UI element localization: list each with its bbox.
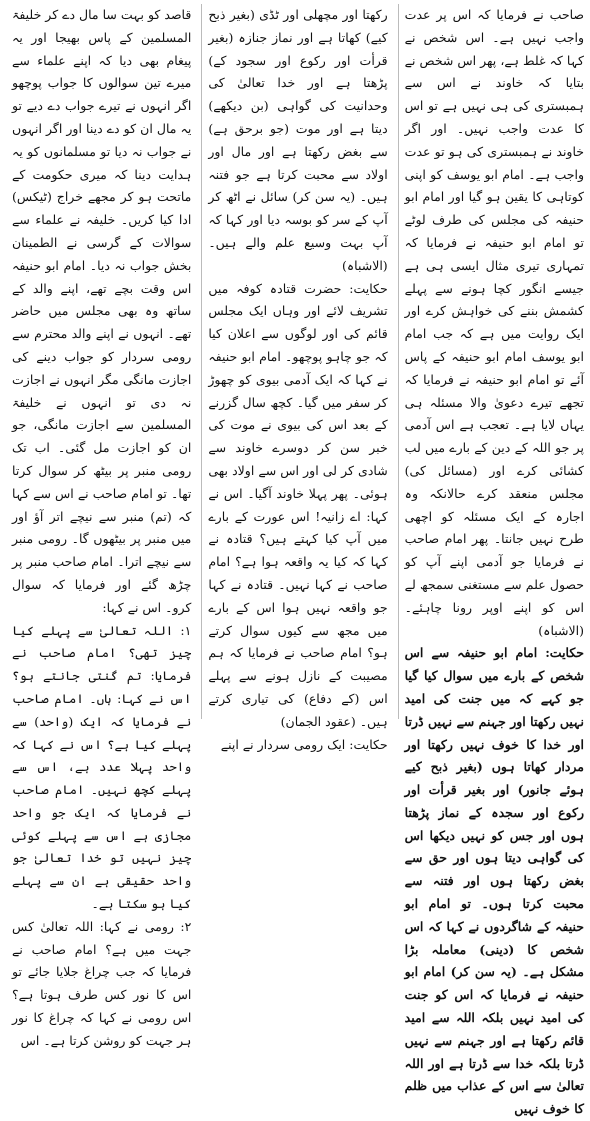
paragraph: صاحب نے فرمایا کہ اس پر عدت واجب نہیں ہے۔ اس شخص نے کہا کہ غلط ہے، پھر اس شخص نے بتایا کہ خاوند نے اس سے ہمبستری کی ہی نہیں ہے تو اس کا عدت واجب نہیں۔ اور اگر خاوند نے ہمبستری کی ہو تو عدت واجب ہے۔ امام ابو یوسف کو اپنی کوتاہی کا یقین ہو گیا اور امام ابو حنیفہ کی مجلس کی طرف لوٹے تو امام ابو حنیفہ نے فرمایا کہ تمہاری تیری مثال ایسی ہی ہے جیسے انگور کچا ہونے سے پہلے کشمش بننے کی خواہش کرے اور ایک روایت میں ہے کہ جب امام ابو یوسف امام ابو حنیفہ کے پاس آئے تو امام ابو حنیفہ نے فرمایا کہ تجھے تیرے دعویٰ والا مسئلہ ہی یہاں لایا ہے۔ تعجب ہے اس آدمی پر جو اللہ کے دین کے بارے میں لب کشائی کرے اور (مسائل کی) مجلس منعقد کرے حالانکہ وہ اجارہ کے ایک مسئلہ کو اچھی طرح نہیں جانتا۔ پھر امام صاحب نے فرمایا جو آدمی اپنے آپ کو حصول علم سے مستغنی سمجھ لے اس کو اپنے اوپر رونا چاہئے۔ (الاشباہ): [404, 7, 584, 638]
paragraph: حکایت: ایک رومی سردار نے اپنے: [220, 736, 388, 752]
paragraph: حکایت: حضرت قتادہ کوفہ میں تشریف لائے اور وہاں ایک مجلس قائم کی اور لوگوں سے اعلان کیا کہ جو چاہو پوچھو۔ امام ابو حنیفہ نے کہا کہ ایک آدمی بیوی کو چھوڑ کر سفر میں گیا۔ کچھ سال گزرنے کے بعد اس کی بیوی نے موت کی خبر سن کر دوسرے خاوند سے شادی کر لی اور اس سے اولاد بھی ہوئی۔ پھر پہلا خاوند آگیا۔ اس نے کہا: اے زانیہ! اس عورت کے بارے میں آپ کیا کہتے ہیں؟ قتادہ نے کہا کہ کیا یہ واقعہ ہوا ہے؟ امام صاحب نے کہا نہیں۔ قتادہ نے کہا جو واقعہ نہیں ہوا اس کے بارے میں مجھ سے کیوں سوال کرتے ہو؟ امام صاحب نے فرمایا کہ ہم مصیبت کے نازل ہونے سے پہلے اس (کے دفاع) کی تیاری کرتے ہیں۔ (عقود الجمان): [208, 280, 388, 729]
document-page: [6, 4, 584, 1117]
paragraph: حکایت: امام ابو حنیفہ سے اس شخص کے بارے میں سوال کیا گیا جو کہے کہ میں جنت کی امید نہیں رکھتا اور جہنم سے نہیں ڈرتا اور خدا کا خوف نہیں رکھتا اور مردار کھاتا ہوں (بغیر ذبح کیے ہوئے جانور) اور بغیر قرأت اور رکوع اور سجدہ کے نماز پڑھتا ہوں اور جس کو نہیں دیکھا اس کی گواہی دیتا ہوں اور حق سے بغض رکھتا ہوں اور فتنہ سے محبت کرتا ہوں۔ تو امام ابو حنیفہ کے شاگردوں نے کہا کہ اس شخص کا (دینی) معاملہ بڑا مشکل ہے۔ (یہ سن کر) امام ابو حنیفہ نے فرمایا کہ اس کو جنت کی امید نہیں بلکہ اللہ سے امید قائم رکھتا ہے اور جہنم سے نہیں ڈرتا بلکہ خدا سے ڈرتا ہے اور اللہ تعالیٰ سے اس کے عذاب میں ظلم کا خوف نہیں: [404, 645, 584, 1117]
paragraph: ۱: اللہ تعالیٰ سے پہلے کیا چیز تھی؟ امام صاحب نے فرمایا: تم گنتی جانتے ہو؟ اس نے کہا: ہاں۔ امام صاحب نے فرمایا کہ ایک (واحد) سے پہلے کیا ہے؟ اس نے کہا کہ واحد پہلا عدد ہے، اس سے پہلے کچھ نہیں۔ امام صاحب نے فرمایا کہ ایک جو واحد مجازی ہے اس سے پہلے کوئی چیز نہیں تو خدا تعالیٰ جو واحد حقیقی ہے ان سے پہلے کیا ہو سکتا ہے۔: [12, 622, 192, 912]
paragraph: ۲: رومی نے کہا: اللہ تعالیٰ کس جہت میں ہے؟ امام صاحب نے فرمایا کہ جب چراغ جلایا جائے تو اس کا نور کس طرف ہوتا ہے؟ اس رومی نے کہا کہ چراغ کا نور ہر جہت کو روشن کرتا ہے۔ اس: [12, 918, 192, 1048]
text-column-right: [398, 4, 584, 1117]
text-column-left: [6, 4, 192, 1048]
text-column-middle: [201, 4, 388, 752]
paragraph: قاصد کو بہت سا مال دے کر خلیفۃ المسلمین کے پاس بھیجا اور یہ پیغام بھی دیا کہ اپنے علماء سے میرے تین سوالوں کا جواب پوچھو اگر انہوں نے تیرے جواب دے دیے تو یہ مال ان کو دے دینا اور اگر انہوں نے جواب نہ دیا تو مسلمانوں کو یہ ہدایت دینا کہ میری حکومت کے ماتحت ہو کر مجھے خراج (ٹیکس) ادا کیا کریں۔ خلیفہ نے علماء سے سوالات کے گرسی نے الطمینان بخش جواب نہ دیا۔ امام ابو حنیفہ اس وقت بچے تھے، اپنے والد کے ساتھ وہ بھی مجلس میں حاضر تھے۔ انہوں نے اپنے والد محترم سے رومی سردار کو جواب دینے کی اجازت مانگی مگر انہوں نے اجازت نہ دی تو انہوں نے خلیفۃ المسلمین سے اجازت مانگی، جو ان کو اجازت مل گئی۔ اب تک رومی منبر پر بیٹھ کر سوال کرتا تھا۔ تو امام صاحب نے اس سے کہا کہ (تم) منبر سے نیچے اتر آؤ اور میں منبر پر بیٹھوں گا۔ رومی منبر سے نیچے اترا۔ امام صاحب منبر پر چڑھ گئے اور فرمایا کہ سوال کرو۔ اس نے کہا:: [12, 7, 192, 615]
paragraph: رکھتا اور مچھلی اور ٹڈی (بغیر ذبح کیے) کھاتا ہے اور نماز جنازہ (بغیر قرأت اور رکوع اور سجود کے) پڑھتا ہے اور خدا تعالیٰ کی وحدانیت کی گواہی (بن دیکھے) دیتا ہے اور موت (جو برحق ہے) سے بغض رکھتا ہے اور مال اور اولاد سے محبت کرتا ہے جو فتنہ ہیں۔ (یہ سن کر) سائل نے اٹھ کر آپ کے سر کو بوسہ دیا اور کہا کہ آپ بہت وسیع علم والے ہیں۔ (الاشباہ): [208, 7, 388, 273]
